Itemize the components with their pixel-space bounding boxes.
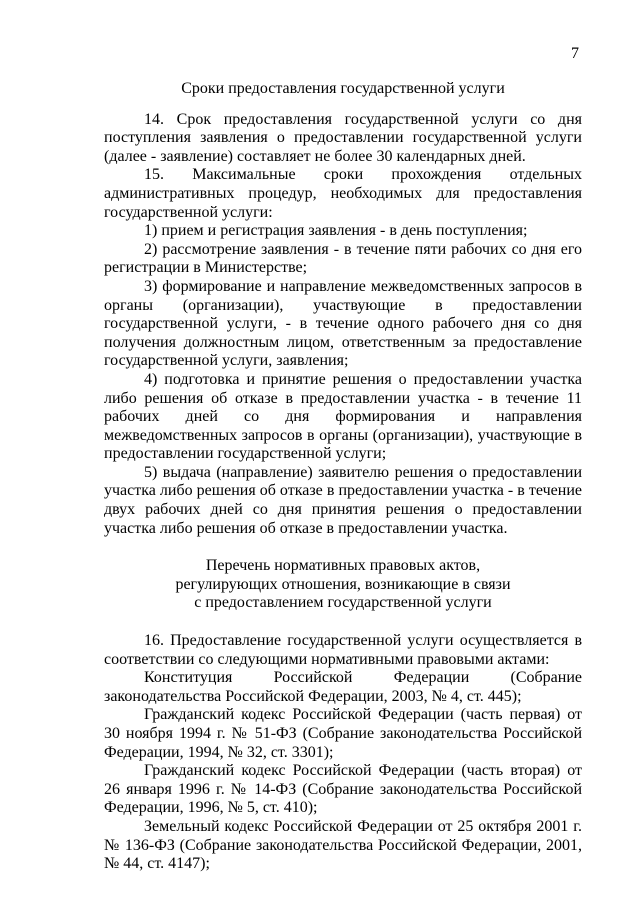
legal-act-constitution: Конституция Российской Федерации (Собрание законодательства Российской Федерации, 2003, № 4, ст. 445);: [104, 669, 582, 705]
section-spacer: [104, 538, 582, 557]
document-body: [104, 80, 582, 874]
page-number: 7: [571, 45, 579, 62]
legal-act-civil-code-part-2: Гражданский кодекс Российской Федерации (часть вторая) от 26 января 1996 г. № 14-ФЗ (Собрание законодательства Российской Федерации, 1996, № 5, ст. 410);: [104, 762, 582, 817]
section-heading-legal-acts: [104, 557, 582, 613]
paragraph-16: 16. Предоставление государственной услуги осуществляется в соответствии со следующими нормативными правовыми актами:: [104, 632, 582, 668]
list-item-2: 2) рассмотрение заявления - в течение пяти рабочих со дня его регистрации в Министерстве;: [104, 240, 582, 277]
legal-act-land-code: Земельный кодекс Российской Федерации от 25 октября 2001 г. № 136-ФЗ (Собрание законодательства Российской Федерации, 2001, № 44, ст. 4147);: [104, 817, 582, 873]
list-item-4: 4) подготовка и принятие решения о предоставлении участка либо решения об отказе в предоставлении участка - в течение 11 рабочих дней со дня формирования и направления межведомственных запросов в органы (организации), участвующие в предоставлении государственной услуги;: [104, 370, 582, 463]
section-heading-terms: Сроки предоставления государственной услуги: [181, 80, 505, 97]
paragraph-14: 14. Срок предоставления государственной услуги со дня поступления заявления о предоставлении государственной услуги (далее - заявление) составляет не более 30 календарных дней.: [104, 110, 582, 165]
list-item-5: 5) выдача (направление) заявителю решения о предоставлении участка либо решения об отказе в предоставлении участка - в течение двух рабочих дней со дня принятия решения о предоставлении участка либо решения об отказе в предоставлении участка.: [104, 463, 582, 537]
list-item-3: 3) формирование и направление межведомственных запросов в органы (организации), участвующие в предоставлении государственной услуги, - в течение одного рабочего дня со дня получения должностным лицом, ответственным за предоставление государственной услуги, заявления;: [104, 277, 582, 370]
heading-line-3: с предоставлением государственной услуги: [194, 594, 492, 612]
heading-line-1: Перечень нормативных правовых актов,: [205, 557, 481, 575]
paragraph-15: 15. Максимальные сроки прохождения отдельных административных процедур, необходимых для предоставления государственной услуги:: [104, 166, 582, 221]
list-item-1: 1) прием и регистрация заявления - в день поступления;: [144, 222, 528, 240]
legal-act-civil-code-part-1: Гражданский кодекс Российской Федерации (часть первая) от 30 ноября 1994 г. № 51-ФЗ (Собрание законодательства Российской Федерации, 1994, № 32, ст. 3301);: [104, 706, 582, 761]
heading-line-2: регулирующих отношения, возникающие в связи: [175, 575, 511, 593]
